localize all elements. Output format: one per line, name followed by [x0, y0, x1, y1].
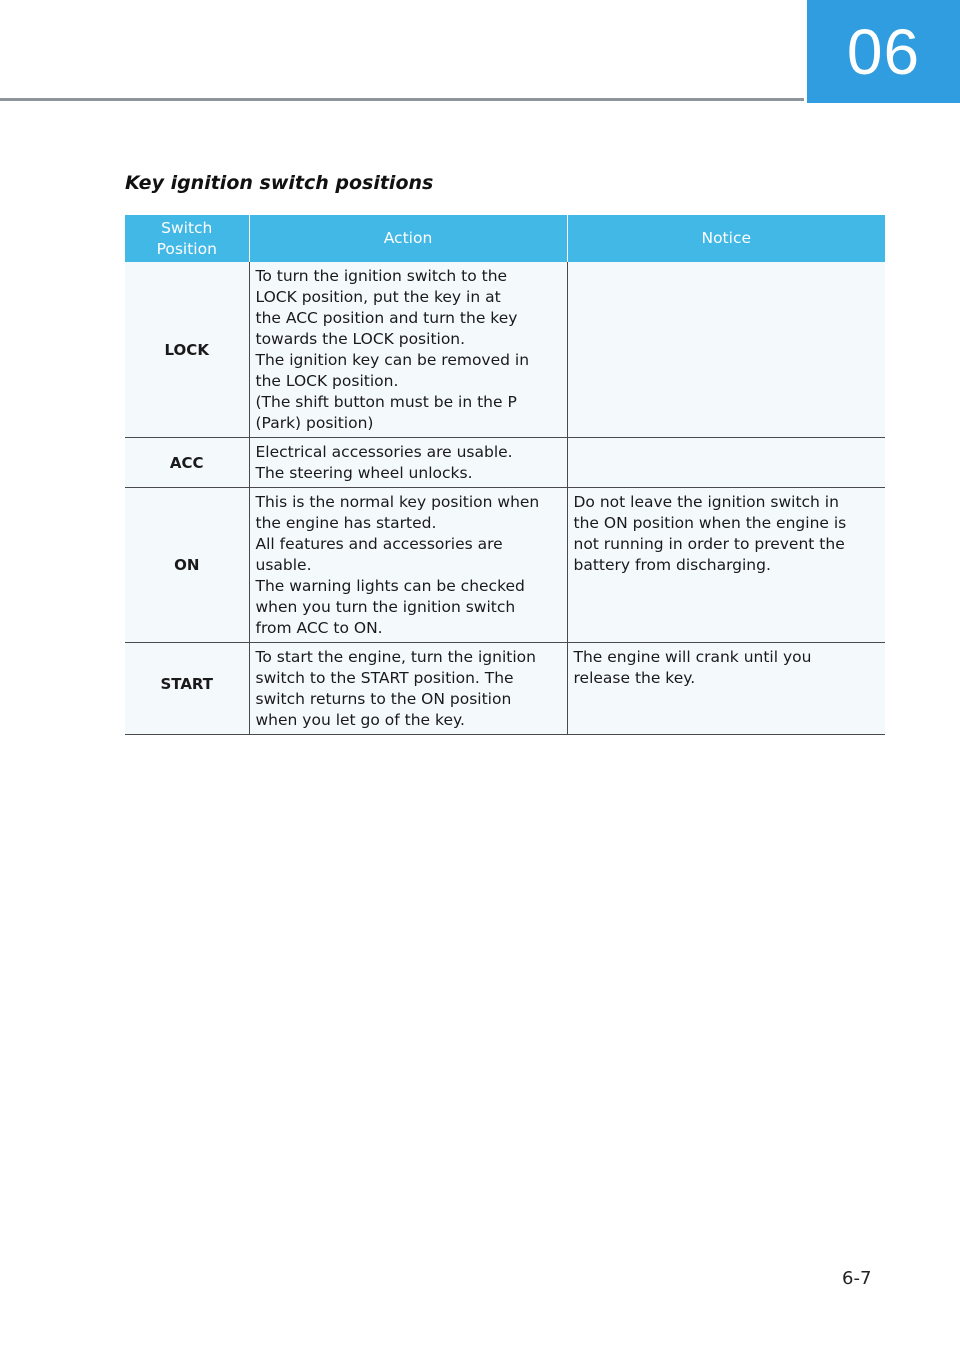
column-header-action: Action [249, 215, 567, 262]
notice-cell: The engine will crank until you release the key. [567, 643, 885, 735]
column-header-switch-position: Switch Position [125, 215, 249, 262]
page-number: 6-7 [842, 1268, 872, 1289]
action-cell: This is the normal key position when the engine has started. All features and accessories are usable. The warning lights can be checked when you turn the ignition switch from ACC to ON. [249, 488, 567, 643]
position-cell: LOCK [125, 262, 249, 438]
notice-cell: Do not leave the ignition switch in the ON position when the engine is not running in order to prevent the battery from discharging. [567, 488, 885, 643]
action-cell: To start the engine, turn the ignition switch to the START position. The switch returns to the ON position when you let go of the key. [249, 643, 567, 735]
action-cell: To turn the ignition switch to the LOCK position, put the key in at the ACC position and turn the key towards the LOCK position. The ignition key can be removed in the LOCK position. (The shift button must be in the P (Park) position) [249, 262, 567, 438]
table-row-on [125, 488, 885, 643]
action-cell: Electrical accessories are usable. The steering wheel unlocks. [249, 438, 567, 488]
table-header-row [125, 215, 885, 262]
position-cell: START [125, 643, 249, 735]
notice-cell [567, 438, 885, 488]
position-cell: ON [125, 488, 249, 643]
notice-cell [567, 262, 885, 438]
column-header-notice: Notice [567, 215, 885, 262]
table-row-acc [125, 438, 885, 488]
header-rule [0, 98, 804, 101]
chapter-number: 06 [846, 15, 921, 88]
section-title: Key ignition switch positions [125, 172, 434, 194]
chapter-tab [807, 0, 960, 103]
table-row-lock [125, 262, 885, 438]
ignition-positions-table [125, 215, 885, 735]
position-cell: ACC [125, 438, 249, 488]
table-row-start [125, 643, 885, 735]
